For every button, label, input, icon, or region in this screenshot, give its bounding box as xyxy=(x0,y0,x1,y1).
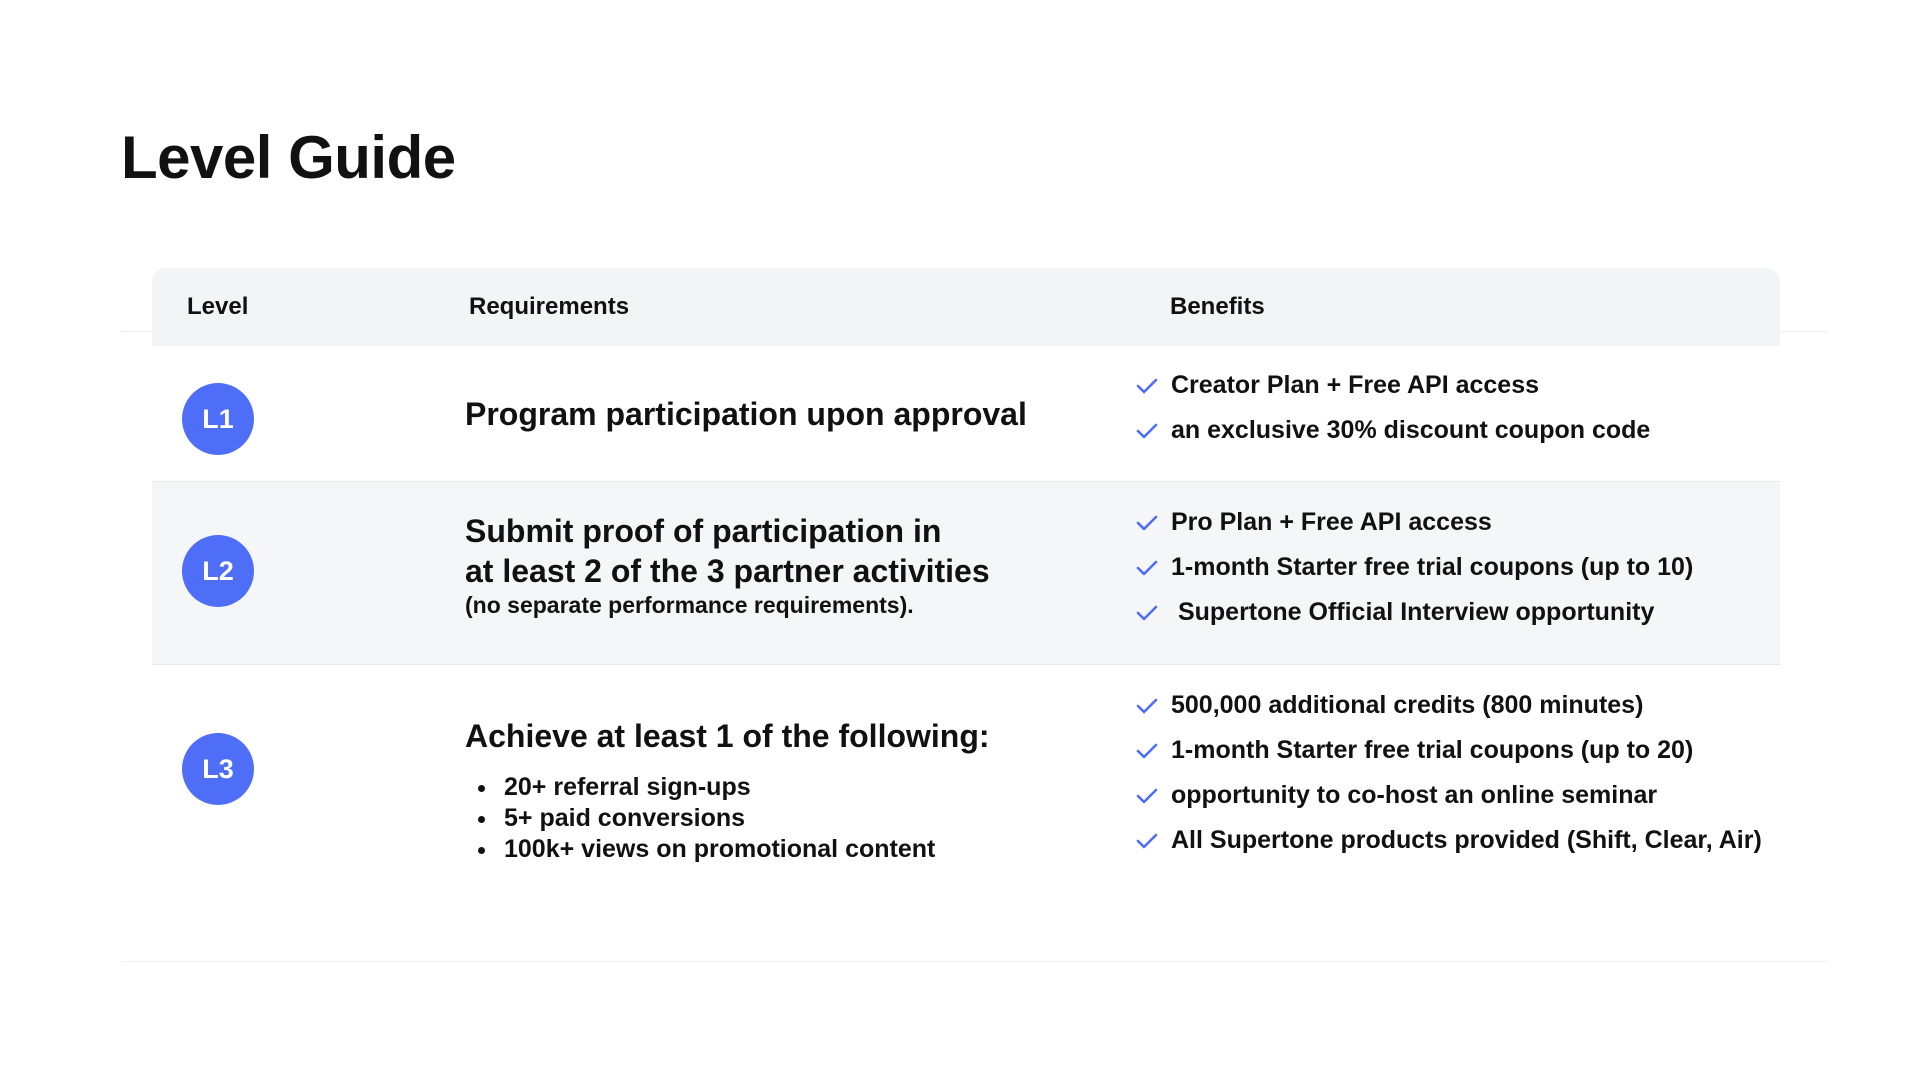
benefit-text: 1-month Starter free trial coupons (up to 20) xyxy=(1171,736,1694,764)
level-guide-table xyxy=(152,268,1780,917)
header-level: Level xyxy=(187,293,249,320)
table-row-l3 xyxy=(152,665,1780,917)
bullet-dot xyxy=(478,847,485,854)
table-row-l2 xyxy=(152,482,1780,665)
checkmark-icon xyxy=(1136,788,1158,804)
level-badge-l3: L3 xyxy=(182,733,254,805)
checkmark-icon xyxy=(1136,378,1158,394)
checkmark-icon xyxy=(1136,698,1158,714)
level-badge-l1: L1 xyxy=(182,383,254,455)
benefit-text: All Supertone products provided (Shift, Clear, Air) xyxy=(1171,826,1762,854)
benefits-l2 xyxy=(1136,500,1776,635)
bullet-dot xyxy=(478,816,485,823)
requirement-l2 xyxy=(465,511,990,619)
frame-line-bottom xyxy=(121,961,1829,962)
benefit-item xyxy=(1136,590,1776,635)
benefit-text: Pro Plan + Free API access xyxy=(1171,508,1492,536)
list-item-text: 20+ referral sign-ups xyxy=(504,773,751,801)
benefit-text: an exclusive 30% discount coupon code xyxy=(1171,416,1651,444)
level-badge-l2: L2 xyxy=(182,535,254,607)
benefit-item xyxy=(1136,818,1776,863)
checkmark-icon xyxy=(1136,423,1158,439)
list-item xyxy=(465,803,990,834)
benefit-item xyxy=(1136,408,1776,453)
requirement-l3 xyxy=(465,716,990,865)
requirement-l1 xyxy=(465,394,1027,434)
list-item xyxy=(465,772,990,803)
benefits-l1 xyxy=(1136,363,1776,453)
benefit-text: Creator Plan + Free API access xyxy=(1171,371,1540,399)
checkmark-icon xyxy=(1136,743,1158,759)
benefit-item xyxy=(1136,773,1776,818)
page-title: Level Guide xyxy=(121,124,456,191)
list-item-text: 5+ paid conversions xyxy=(504,804,746,832)
benefit-text: Supertone Official Interview opportunity xyxy=(1171,598,1655,626)
requirement-text: Program participation upon approval xyxy=(465,396,1027,432)
benefit-text: 500,000 additional credits (800 minutes) xyxy=(1171,691,1644,719)
benefit-text: 1-month Starter free trial coupons (up to 10) xyxy=(1171,553,1694,581)
benefits-l3 xyxy=(1136,683,1776,863)
bullet-dot xyxy=(478,785,485,792)
header-requirements: Requirements xyxy=(469,293,630,320)
table-header xyxy=(152,268,1780,346)
list-item xyxy=(465,834,990,865)
requirement-line-2: at least 2 of the 3 partner activities xyxy=(465,553,990,589)
checkmark-icon xyxy=(1136,560,1158,576)
requirement-list xyxy=(465,772,990,865)
benefit-text: opportunity to co-host an online seminar xyxy=(1171,781,1658,809)
benefit-item xyxy=(1136,728,1776,773)
checkmark-icon xyxy=(1136,515,1158,531)
benefit-item xyxy=(1136,363,1776,408)
checkmark-icon xyxy=(1136,605,1158,621)
benefit-item xyxy=(1136,500,1776,545)
table-row-l1 xyxy=(152,346,1780,482)
checkmark-icon xyxy=(1136,833,1158,849)
requirement-text: Achieve at least 1 of the following: xyxy=(465,718,990,754)
list-item-text: 100k+ views on promotional content xyxy=(504,835,936,863)
requirement-line-1: Submit proof of participation in xyxy=(465,513,942,549)
header-benefits: Benefits xyxy=(1170,293,1265,320)
requirement-note: (no separate performance requirements). xyxy=(465,592,914,618)
benefit-item xyxy=(1136,683,1776,728)
benefit-item xyxy=(1136,545,1776,590)
